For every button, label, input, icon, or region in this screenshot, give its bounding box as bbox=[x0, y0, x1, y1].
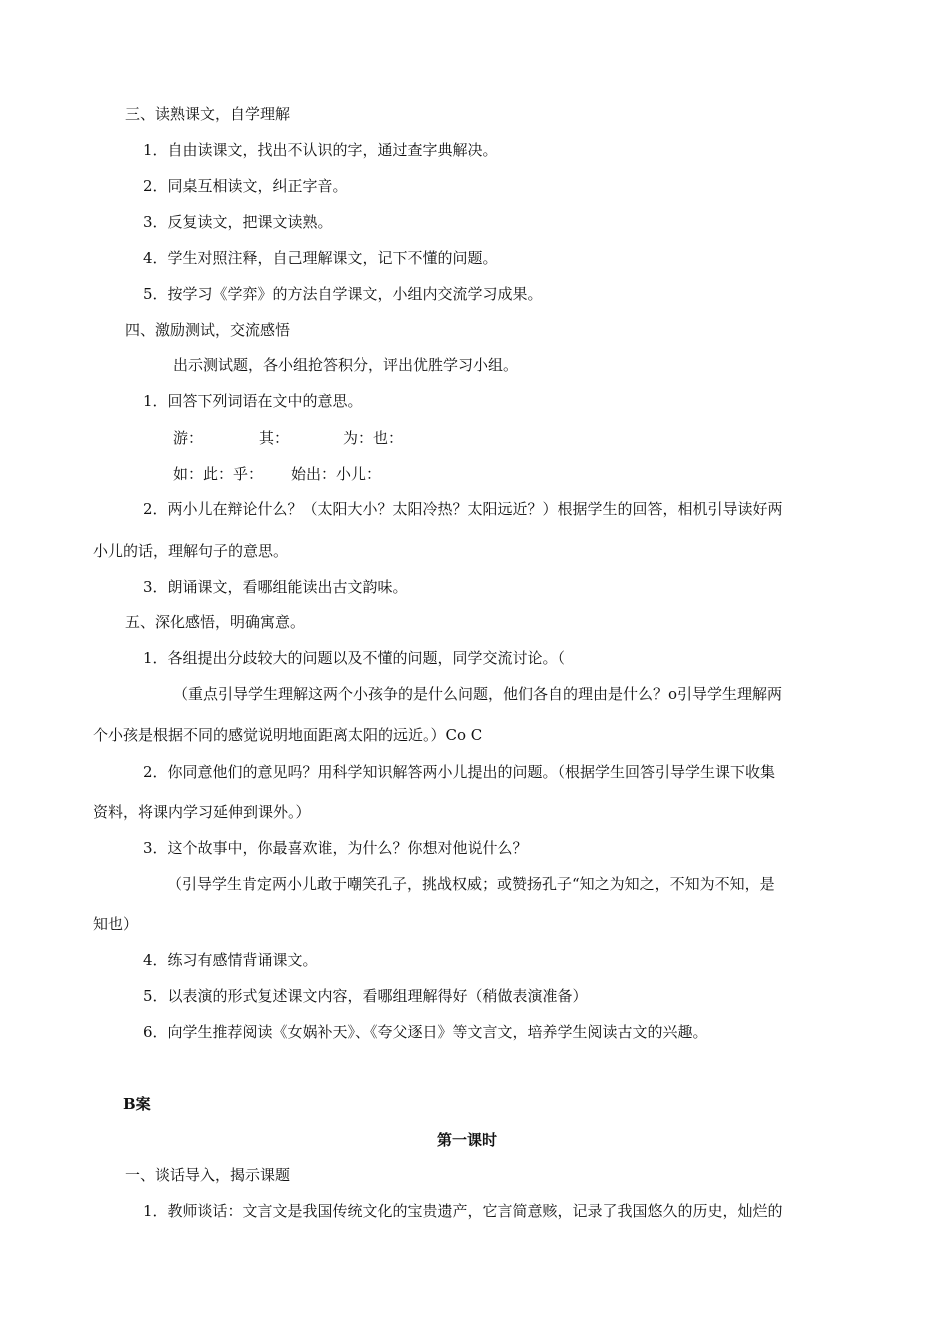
list-item: 1．教师谈话：文言文是我国传统文化的宝贵遗产，它言简意赅，记录了我国悠久的历史，灿烂的 bbox=[143, 1202, 783, 1220]
paragraph: 出示测试题，各小组抢答积分，评出优胜学习小组。 bbox=[173, 356, 519, 374]
paragraph: 资料，将课内学习延伸到课外。） bbox=[93, 803, 311, 821]
vocab-item: 为：也： bbox=[343, 429, 404, 447]
paragraph: （重点引导学生理解这两个小孩争的是什么问题，他们各自的理由是什么？o引导学生理解两 bbox=[173, 685, 783, 703]
section-heading-5: 五、深化感悟，明确寓意。 bbox=[125, 613, 306, 631]
list-item: 3．反复读文，把课文读熟。 bbox=[143, 213, 333, 231]
list-item: 4．练习有感情背诵课文。 bbox=[143, 951, 318, 969]
list-item: 2．你同意他们的意见吗？用科学知识解答两小儿提出的问题。（根据学生回答引导学生课下收集 bbox=[143, 763, 776, 781]
vocab-item: 如：此：乎： bbox=[173, 465, 264, 483]
list-item: 1．回答下列词语在文中的意思。 bbox=[143, 392, 363, 410]
lesson-title: 第一课时 bbox=[437, 1131, 498, 1149]
list-item: 1．自由读课文，找出不认识的字，通过查字典解决。 bbox=[143, 141, 498, 159]
vocab-item: 其： bbox=[259, 429, 290, 447]
plan-b-heading: B案 bbox=[123, 1095, 151, 1113]
list-item: 3．朗诵课文，看哪组能读出古文韵味。 bbox=[143, 578, 408, 596]
list-item: 2．两小儿在辩论什么？（太阳大小？太阳冷热？太阳远近？）根据学生的回答，相机引导读好两 bbox=[143, 500, 783, 518]
list-item: 2．同桌互相读文，纠正字音。 bbox=[143, 177, 348, 195]
paragraph: 个小孩是根据不同的感觉说明地面距离太阳的远近。）Co C bbox=[93, 726, 483, 744]
list-item: 3．这个故事中，你最喜欢谁，为什么？你想对他说什么？ bbox=[143, 839, 528, 857]
section-heading-1: 一、谈话导入，揭示课题 bbox=[125, 1166, 291, 1184]
list-item: 5．以表演的形式复述课文内容，看哪组理解得好（稍做表演准备） bbox=[143, 987, 588, 1005]
list-item: 5．按学习《学弈》的方法自学课文，小组内交流学习成果。 bbox=[143, 285, 543, 303]
vocab-item: 游： bbox=[173, 429, 204, 447]
paragraph: 小儿的话，理解句子的意思。 bbox=[93, 542, 289, 560]
vocab-item: 始出：小儿： bbox=[291, 465, 382, 483]
list-item: 4．学生对照注释，自己理解课文，记下不懂的问题。 bbox=[143, 249, 498, 267]
section-heading-3: 三、读熟课文，自学理解 bbox=[125, 105, 291, 123]
section-heading-4: 四、激励测试，交流感悟 bbox=[125, 321, 291, 339]
list-item: 6．向学生推荐阅读《女娲补天》、《夸父逐日》等文言文，培养学生阅读古文的兴趣。 bbox=[143, 1023, 708, 1041]
paragraph: （引导学生肯定两小儿敢于嘲笑孔子，挑战权威；或赞扬孔子“知之为知之，不知为不知，是 bbox=[167, 875, 775, 893]
paragraph: 知也） bbox=[93, 915, 139, 933]
list-item: 1．各组提出分歧较大的问题以及不懂的问题，同学交流讨论。（ bbox=[143, 649, 566, 667]
